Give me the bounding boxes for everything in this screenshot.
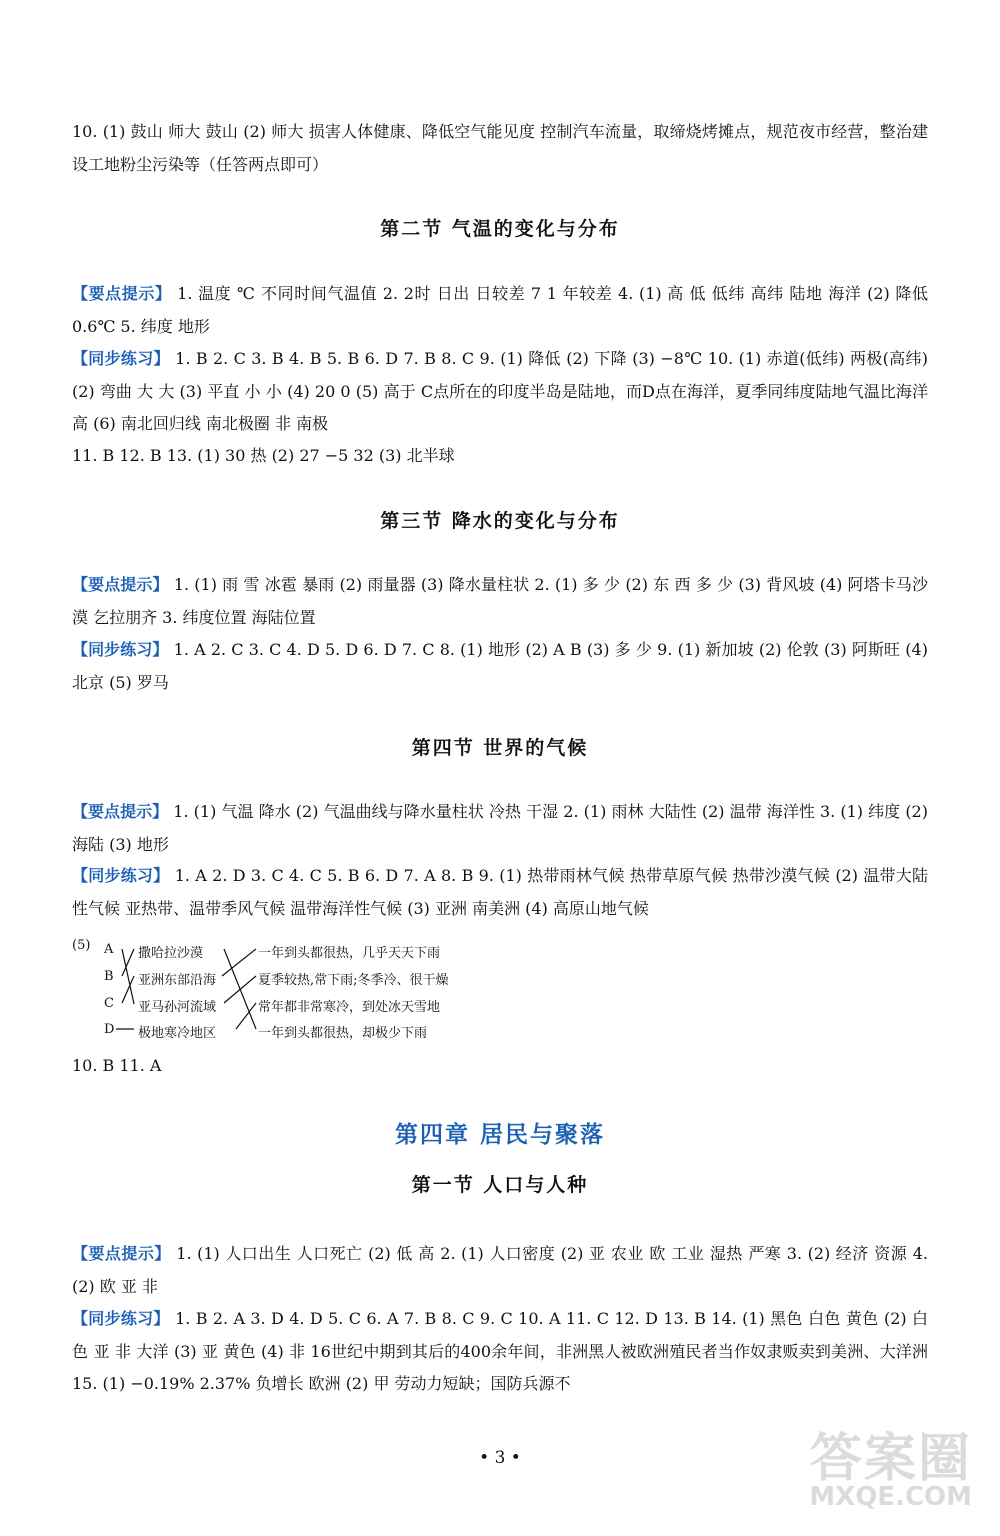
match-letter-b: B xyxy=(104,969,114,984)
match-letter-c: C xyxy=(104,996,114,1011)
page-number: • 3 • xyxy=(479,1448,521,1468)
match-left-3: 亚马孙河流域 xyxy=(138,1000,217,1015)
key-points-tag: 【要点提示】 xyxy=(72,802,169,821)
exercises-population: 【同步练习】 1. B 2. A 3. D 4. D 5. C 6. A 7. B 8. C 9. C 10. A 11. C 12. D 13. B 14. (1) 黑色 白色 黄色 (2) 白色 亚 非 大洋 (3) 亚 黄色 (4) 非 16世纪中期到其后的400余年间，非洲黑人被欧洲殖民者当作奴隶贩卖到美洲、大洋洲 15. (1) −0.19% 2.37% 负增长 欧洲 (2) 甲 劳动力短缺；国防兵源不 xyxy=(72,1309,928,1393)
chapter-title: 第四章 居民与聚落 xyxy=(394,1121,605,1148)
match-number: (5) xyxy=(72,938,91,953)
match-right-2: 夏季较热,常下雨;冬季冷、很干燥 xyxy=(258,973,449,988)
match-right-1: 一年到头都很热，几乎天天下雨 xyxy=(258,946,441,961)
section-title-temperature: 第二节 气温的变化与分布 xyxy=(380,218,620,240)
section-title-population: 第一节 人口与人种 xyxy=(411,1174,589,1196)
match-line-c xyxy=(122,976,134,1003)
match-left-4: 极地寒冷地区 xyxy=(138,1026,217,1041)
match-letter-a: A xyxy=(104,942,114,957)
match-right-3: 常年都非常寒冷，到处冰天雪地 xyxy=(258,1000,441,1015)
match-line-r3 xyxy=(236,1003,256,1029)
exercises-tag: 【同步练习】 xyxy=(72,349,170,368)
match-right-4: 一年到头都很热，却极少下雨 xyxy=(258,1026,428,1041)
exercises-tag: 【同步练习】 xyxy=(72,866,170,885)
key-points-precipitation: 【要点提示】 1. (1) 雨 雪 冰雹 暴雨 (2) 雨量器 (3) 降水量柱状 2. (1) 多 少 (2) 东 西 多 少 (3) 背风坡 (4) 阿塔卡马沙漠 乞拉朋齐 3. 纬度位置 海陆位置 xyxy=(72,575,928,627)
key-points-population: 【要点提示】 1. (1) 人口出生 人口死亡 (2) 低 高 2. (1) 人口密度 (2) 亚 农业 欧 工业 湿热 严寒 3. (2) 经济 资源 4. (2) 欧 亚 非 xyxy=(72,1244,928,1296)
section-title-precipitation: 第三节 降水的变化与分布 xyxy=(380,510,620,532)
exercises-precipitation: 【同步练习】 1. A 2. C 3. C 4. D 5. D 6. D 7. C 8. (1) 地形 (2) A B (3) 多 少 9. (1) 新加坡 (2) 伦敦 (3) 阿斯旺 (4) 北京 (5) 罗马 xyxy=(72,640,928,692)
watermark-logo xyxy=(782,1416,982,1526)
key-points-temperature: 【要点提示】 1. 温度 ℃ 不同时间气温值 2. 2时 日出 日较差 7 1 年较差 4. (1) 高 低 低纬 高纬 陆地 海洋 (2) 降低 0.6℃ 5. 纬度 地形 xyxy=(72,284,928,336)
key-points-tag: 【要点提示】 xyxy=(72,575,169,594)
match-left-2: 亚洲东部沿海 xyxy=(138,973,217,988)
key-points-climate: 【要点提示】 1. (1) 气温 降水 (2) 气温曲线与降水量柱状 冷热 干湿 2. (1) 雨林 大陆性 (2) 温带 海洋性 3. (1) 纬度 (2) 海陆 (3) 地形 xyxy=(72,802,928,854)
match-line-r1 xyxy=(222,949,256,976)
exercises-tag: 【同步练习】 xyxy=(72,1309,170,1328)
section-title-climate: 第四节 世界的气候 xyxy=(411,737,589,759)
key-points-tag: 【要点提示】 xyxy=(72,1244,171,1263)
match-left-1: 撒哈拉沙漠 xyxy=(138,946,204,961)
key-points-tag: 【要点提示】 xyxy=(72,284,172,303)
match-line-a xyxy=(122,949,134,1004)
exercises-temperature-cont: 11. B 12. B 13. (1) 30 热 (2) 27 −5 32 (3) 北半球 xyxy=(72,446,455,465)
exercises-climate: 【同步练习】 1. A 2. D 3. C 4. C 5. B 6. D 7. A 8. B 9. (1) 热带雨林气候 热带草原气候 热带沙漠气候 (2) 温带大陆性气候 亚热带、温带季风气候 温带海洋性气候 (3) 亚洲 南美洲 (4) 高原山地气候 xyxy=(72,866,928,918)
watermark-text: 答案圈 xyxy=(809,1428,972,1489)
answer-paragraph-10: 10. (1) 鼓山 师大 鼓山 (2) 师大 损害人体健康、降低空气能见度 控制汽车流量，取缔烧烤摊点，规范夜市经营，整治建设工地粉尘污染等（任答两点即可） xyxy=(72,122,928,174)
exercises-tag: 【同步练习】 xyxy=(72,640,169,659)
exercises-climate-cont: 10. B 11. A xyxy=(72,1056,162,1075)
exercises-temperature: 【同步练习】 1. B 2. C 3. B 4. B 5. B 6. D 7. B 8. C 9. (1) 降低 (2) 下降 (3) −8℃ 10. (1) 赤道(低纬) 两极(高纬) (2) 弯曲 大 大 (3) 平直 小 小 (4) 20 0 (5) 高于 C点所在的印度半岛是陆地，而D点在海洋，夏季同纬度陆地气温比海洋高 (6) 南北回归线 南北极圈 非 南极 xyxy=(72,349,928,433)
watermark-url: MXQE.COM xyxy=(809,1482,972,1512)
matching-diagram xyxy=(72,928,492,1041)
match-line-b xyxy=(122,949,134,976)
match-letter-d: D xyxy=(104,1022,115,1037)
